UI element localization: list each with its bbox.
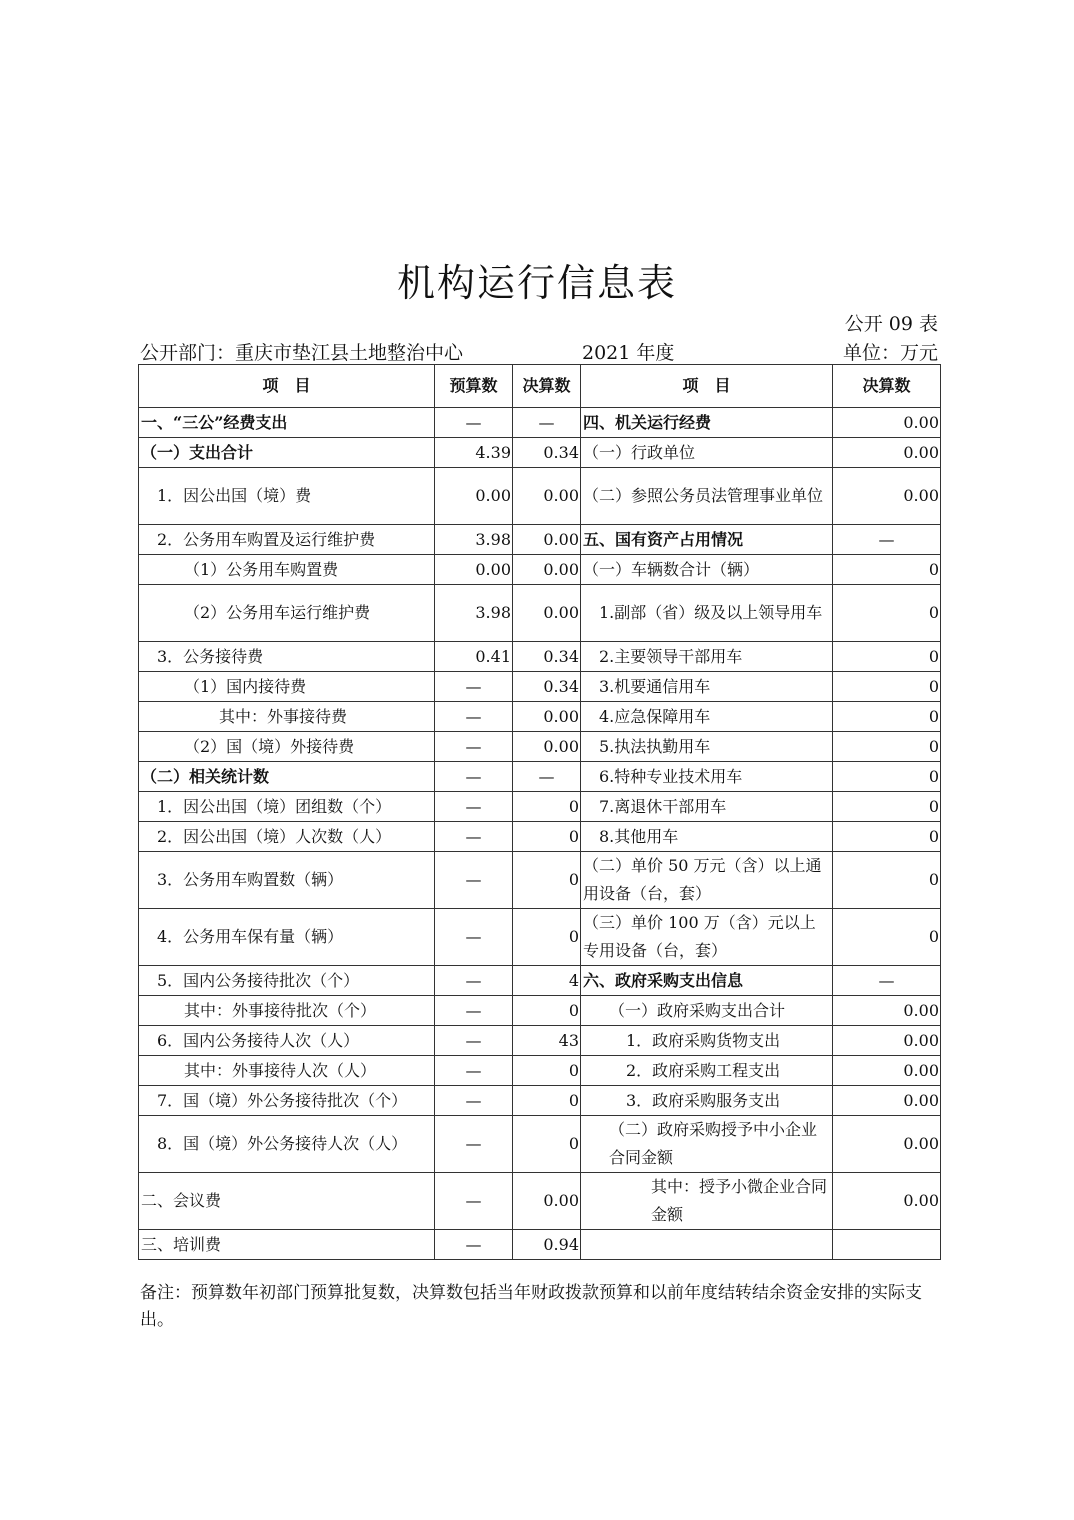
table-row bbox=[139, 672, 941, 702]
table-row bbox=[139, 1230, 941, 1260]
right-value: — bbox=[833, 966, 941, 996]
footnote: 备注：预算数年初部门预算批复数，决算数包括当年财政拨款预算和以前年度结转结余资金安排的实际支出。 bbox=[140, 1283, 922, 1330]
actual-value: 0 bbox=[513, 1056, 581, 1086]
actual-value: 0.00 bbox=[513, 702, 581, 732]
budget-value: 0.41 bbox=[435, 642, 513, 672]
table-header-row bbox=[139, 365, 941, 408]
budget-value: — bbox=[435, 1056, 513, 1086]
right-item: 五、国有资产占用情况 bbox=[581, 525, 833, 555]
right-value: 0 bbox=[833, 585, 941, 642]
actual-value: — bbox=[513, 762, 581, 792]
table-row bbox=[139, 996, 941, 1026]
header-item: 项 目 bbox=[139, 365, 435, 408]
left-item: 其中：外事接待人次（人） bbox=[139, 1056, 435, 1086]
actual-value: 0.00 bbox=[513, 732, 581, 762]
right-item: 5.执法执勤用车 bbox=[581, 732, 833, 762]
budget-value: — bbox=[435, 408, 513, 438]
actual-value: 0.00 bbox=[513, 1173, 581, 1230]
right-item: 4.应急保障用车 bbox=[581, 702, 833, 732]
left-item: 2．因公出国（境）人次数（人） bbox=[139, 822, 435, 852]
right-value: 0 bbox=[833, 822, 941, 852]
right-item: 2．政府采购工程支出 bbox=[581, 1056, 833, 1086]
right-value: 0.00 bbox=[833, 1116, 941, 1173]
left-item: 1．因公出国（境）费 bbox=[139, 468, 435, 525]
right-value bbox=[833, 1230, 941, 1260]
left-item: 4．公务用车保有量（辆） bbox=[139, 909, 435, 966]
right-value: 0 bbox=[833, 792, 941, 822]
actual-value: 4 bbox=[513, 966, 581, 996]
budget-value: — bbox=[435, 1116, 513, 1173]
actual-value: 0 bbox=[513, 852, 581, 909]
left-item: 2．公务用车购置及运行维护费 bbox=[139, 525, 435, 555]
right-value: 0.00 bbox=[833, 1173, 941, 1230]
left-item: （2）国（境）外接待费 bbox=[139, 732, 435, 762]
right-value: 0 bbox=[833, 909, 941, 966]
header-budget: 预算数 bbox=[435, 365, 513, 408]
budget-value: — bbox=[435, 996, 513, 1026]
year-label: 2021 年度 bbox=[582, 342, 675, 364]
table-row bbox=[139, 909, 941, 966]
budget-value: 4.39 bbox=[435, 438, 513, 468]
actual-value: 0.00 bbox=[513, 468, 581, 525]
table-row bbox=[139, 732, 941, 762]
actual-value: 0 bbox=[513, 996, 581, 1026]
budget-value: — bbox=[435, 702, 513, 732]
right-value: 0 bbox=[833, 672, 941, 702]
actual-value: 0 bbox=[513, 1116, 581, 1173]
table-row bbox=[139, 792, 941, 822]
left-item: 3．公务接待费 bbox=[139, 642, 435, 672]
right-value: 0 bbox=[833, 732, 941, 762]
right-item: 六、政府采购支出信息 bbox=[581, 966, 833, 996]
right-item: （三）单价 100 万（含）元以上专用设备（台，套） bbox=[581, 909, 833, 966]
left-item: 其中：外事接待批次（个） bbox=[139, 996, 435, 1026]
table-row bbox=[139, 1086, 941, 1116]
header-item-right: 项 目 bbox=[581, 365, 833, 408]
table-row bbox=[139, 468, 941, 525]
right-value: 0.00 bbox=[833, 1056, 941, 1086]
budget-value: — bbox=[435, 1173, 513, 1230]
actual-value: 0 bbox=[513, 792, 581, 822]
right-item: （一）行政单位 bbox=[581, 438, 833, 468]
budget-value: — bbox=[435, 909, 513, 966]
right-item: 6.特种专业技术用车 bbox=[581, 762, 833, 792]
right-item: 2.主要领导干部用车 bbox=[581, 642, 833, 672]
right-item: 3.机要通信用车 bbox=[581, 672, 833, 702]
department-label: 公开部门：重庆市垫江县土地整治中心 bbox=[140, 342, 464, 364]
header-actual: 决算数 bbox=[513, 365, 581, 408]
left-item: （一）支出合计 bbox=[139, 438, 435, 468]
left-item: （二）相关统计数 bbox=[139, 762, 435, 792]
left-item: 三、培训费 bbox=[139, 1230, 435, 1260]
actual-value: 0.94 bbox=[513, 1230, 581, 1260]
budget-value: 3.98 bbox=[435, 525, 513, 555]
right-value: 0.00 bbox=[833, 468, 941, 525]
budget-value: — bbox=[435, 1026, 513, 1056]
budget-value: — bbox=[435, 852, 513, 909]
right-value: 0.00 bbox=[833, 408, 941, 438]
table-row bbox=[139, 1056, 941, 1086]
left-item: 一、“三公”经费支出 bbox=[139, 408, 435, 438]
table-row bbox=[139, 1026, 941, 1056]
left-item: 1．因公出国（境）团组数（个） bbox=[139, 792, 435, 822]
actual-value: 0.00 bbox=[513, 585, 581, 642]
left-item: 8．国（境）外公务接待人次（人） bbox=[139, 1116, 435, 1173]
left-item: 6．国内公务接待人次（人） bbox=[139, 1026, 435, 1056]
actual-value: 0.00 bbox=[513, 555, 581, 585]
right-item: 3．政府采购服务支出 bbox=[581, 1086, 833, 1116]
table-row bbox=[139, 1116, 941, 1173]
right-item: 1.副部（省）级及以上领导用车 bbox=[581, 585, 833, 642]
table-row bbox=[139, 1173, 941, 1230]
right-value: 0.00 bbox=[833, 438, 941, 468]
table-row bbox=[139, 966, 941, 996]
budget-value: — bbox=[435, 1230, 513, 1260]
table-row bbox=[139, 525, 941, 555]
right-value: 0.00 bbox=[833, 1086, 941, 1116]
left-item: （1）公务用车购置费 bbox=[139, 555, 435, 585]
budget-value: 3.98 bbox=[435, 585, 513, 642]
table-row bbox=[139, 408, 941, 438]
right-item: （二）参照公务员法管理事业单位 bbox=[581, 468, 833, 525]
right-value: 0 bbox=[833, 852, 941, 909]
left-item: 二、会议费 bbox=[139, 1173, 435, 1230]
budget-value: — bbox=[435, 732, 513, 762]
actual-value: 43 bbox=[513, 1026, 581, 1056]
left-item: 7．国（境）外公务接待批次（个） bbox=[139, 1086, 435, 1116]
actual-value: — bbox=[513, 408, 581, 438]
left-item: （1）国内接待费 bbox=[139, 672, 435, 702]
right-value: 0 bbox=[833, 702, 941, 732]
actual-value: 0 bbox=[513, 822, 581, 852]
right-item bbox=[581, 1230, 833, 1260]
table-row bbox=[139, 822, 941, 852]
right-value: 0.00 bbox=[833, 1026, 941, 1056]
table-row bbox=[139, 642, 941, 672]
header-actual-right: 决算数 bbox=[833, 365, 941, 408]
right-item: （二）单价 50 万元（含）以上通用设备（台，套） bbox=[581, 852, 833, 909]
budget-value: — bbox=[435, 792, 513, 822]
table-row bbox=[139, 438, 941, 468]
left-item: 其中：外事接待费 bbox=[139, 702, 435, 732]
actual-value: 0.34 bbox=[513, 642, 581, 672]
table-row bbox=[139, 555, 941, 585]
right-value: 0 bbox=[833, 642, 941, 672]
budget-value: — bbox=[435, 762, 513, 792]
actual-value: 0 bbox=[513, 1086, 581, 1116]
table-row bbox=[139, 585, 941, 642]
actual-value: 0.00 bbox=[513, 525, 581, 555]
table-row bbox=[139, 702, 941, 732]
budget-value: 0.00 bbox=[435, 555, 513, 585]
right-item: 四、机关运行经费 bbox=[581, 408, 833, 438]
info-table bbox=[138, 364, 941, 1260]
right-value: 0 bbox=[833, 762, 941, 792]
table-row bbox=[139, 852, 941, 909]
left-item: 5．国内公务接待批次（个） bbox=[139, 966, 435, 996]
table-number: 公开 09 表 bbox=[844, 313, 938, 335]
right-value: 0 bbox=[833, 555, 941, 585]
actual-value: 0.34 bbox=[513, 438, 581, 468]
left-item: 3．公务用车购置数（辆） bbox=[139, 852, 435, 909]
right-value: 0.00 bbox=[833, 996, 941, 1026]
budget-value: 0.00 bbox=[435, 468, 513, 525]
table-row bbox=[139, 762, 941, 792]
right-item: （一）政府采购支出合计 bbox=[581, 996, 833, 1026]
page-title: 机构运行信息表 bbox=[396, 261, 677, 305]
actual-value: 0 bbox=[513, 909, 581, 966]
actual-value: 0.34 bbox=[513, 672, 581, 702]
budget-value: — bbox=[435, 1086, 513, 1116]
right-item: 1．政府采购货物支出 bbox=[581, 1026, 833, 1056]
right-item: （二）政府采购授予中小企业合同金额 bbox=[581, 1116, 833, 1173]
right-value: — bbox=[833, 525, 941, 555]
right-item: 7.离退休干部用车 bbox=[581, 792, 833, 822]
left-item: （2）公务用车运行维护费 bbox=[139, 585, 435, 642]
right-item: 8.其他用车 bbox=[581, 822, 833, 852]
right-item: 其中：授予小微企业合同金额 bbox=[581, 1173, 833, 1230]
budget-value: — bbox=[435, 672, 513, 702]
right-item: （一）车辆数合计（辆） bbox=[581, 555, 833, 585]
budget-value: — bbox=[435, 966, 513, 996]
unit-label: 单位：万元 bbox=[842, 342, 938, 364]
budget-value: — bbox=[435, 822, 513, 852]
